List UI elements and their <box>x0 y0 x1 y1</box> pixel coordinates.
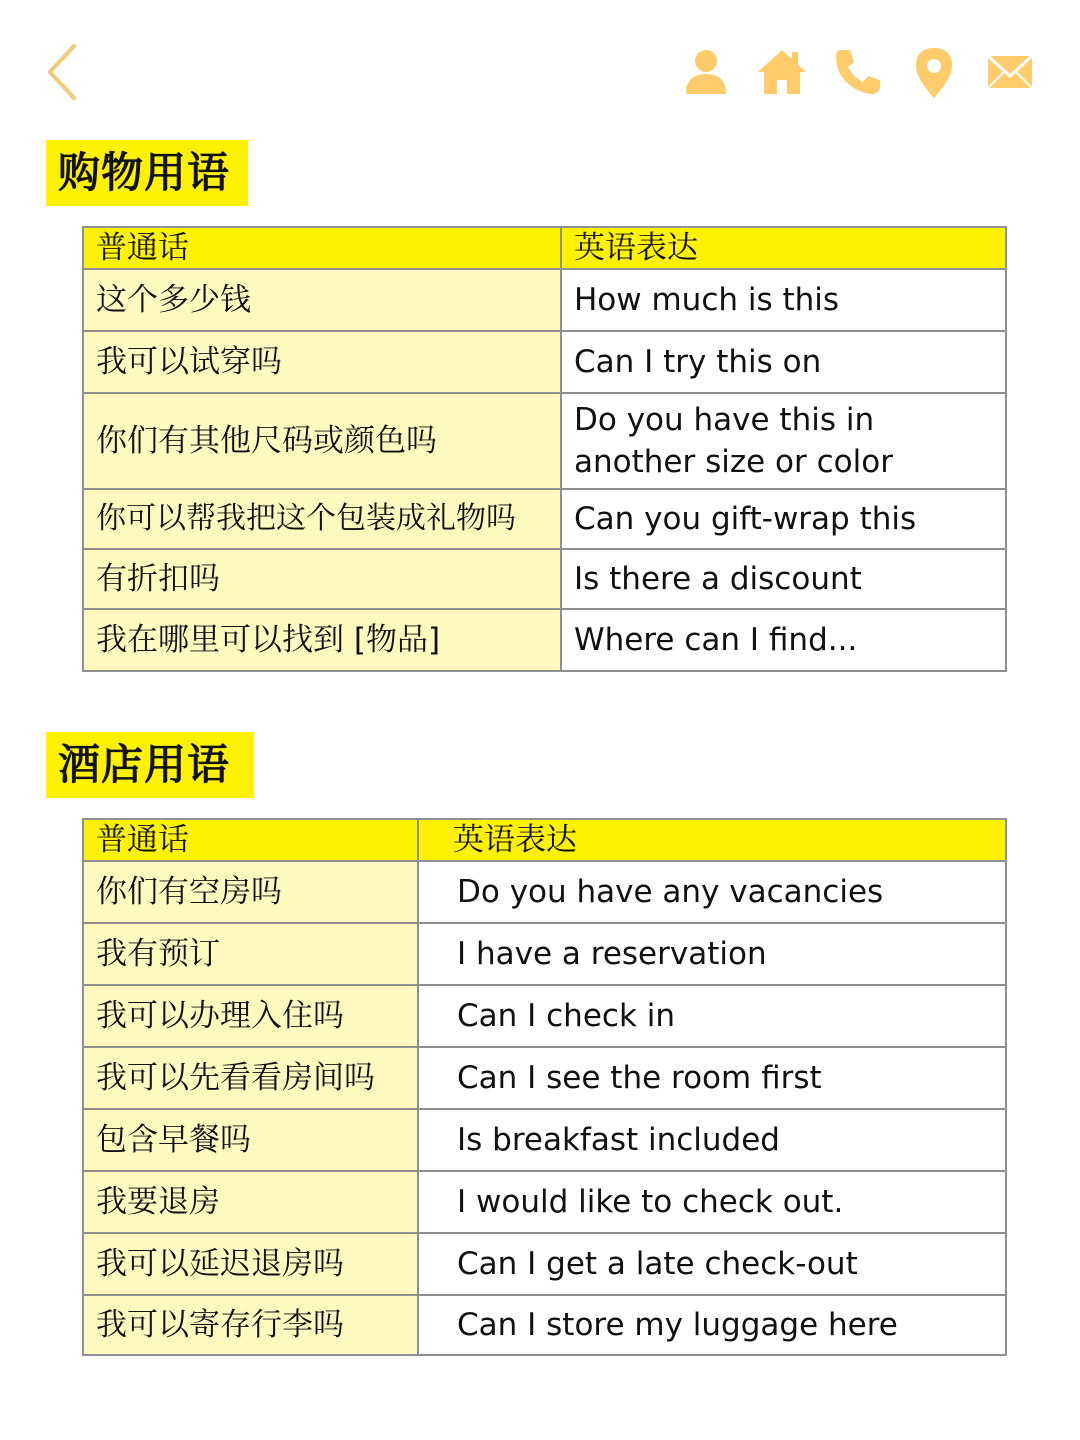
english-cell: I would like to check out. <box>418 1171 1006 1233</box>
english-cell: Where can I find... <box>561 609 1006 671</box>
mandarin-cell: 我可以办理入住吗 <box>83 985 418 1047</box>
table-row <box>83 609 1006 671</box>
table-header-row <box>83 227 1006 269</box>
section-title-shopping: 购物用语 <box>46 140 248 206</box>
section-title-hotel: 酒店用语 <box>46 732 254 798</box>
english-cell: Can you gift-wrap this <box>561 489 1006 549</box>
table-row <box>83 269 1006 331</box>
english-cell: Is there a discount <box>561 549 1006 609</box>
table-row <box>83 985 1006 1047</box>
english-cell: I have a reservation <box>418 923 1006 985</box>
english-cell: Can I store my luggage here <box>418 1295 1006 1355</box>
table-row <box>83 923 1006 985</box>
mandarin-cell: 包含早餐吗 <box>83 1109 418 1171</box>
table-row <box>83 1047 1006 1109</box>
mandarin-cell: 我可以延迟退房吗 <box>83 1233 418 1295</box>
english-cell: Can I get a late check-out <box>418 1233 1006 1295</box>
table-row <box>83 331 1006 393</box>
home-icon[interactable] <box>756 46 808 98</box>
header-english: 英语表达 <box>418 819 1006 861</box>
location-pin-icon[interactable] <box>908 46 960 98</box>
person-icon[interactable] <box>680 46 732 98</box>
english-cell: How much is this <box>561 269 1006 331</box>
mandarin-cell: 你们有空房吗 <box>83 861 418 923</box>
chevron-left-icon <box>44 42 84 102</box>
header-mandarin: 普通话 <box>83 819 418 861</box>
english-cell: Do you have any vacancies <box>418 861 1006 923</box>
top-nav-icons <box>680 46 1040 102</box>
mandarin-cell: 我可以试穿吗 <box>83 331 561 393</box>
english-cell: Can I try this on <box>561 331 1006 393</box>
mandarin-cell: 我可以寄存行李吗 <box>83 1295 418 1355</box>
table-row <box>83 1109 1006 1171</box>
mandarin-cell: 有折扣吗 <box>83 549 561 609</box>
shopping-table <box>82 226 1007 672</box>
mandarin-cell: 你们有其他尺码或颜色吗 <box>83 393 561 489</box>
header-english: 英语表达 <box>561 227 1006 269</box>
phone-icon[interactable] <box>832 46 884 98</box>
english-cell: Is breakfast included <box>418 1109 1006 1171</box>
mandarin-cell: 我可以先看看房间吗 <box>83 1047 418 1109</box>
table-row <box>83 1295 1006 1355</box>
english-cell: Do you have this in another size or color <box>561 393 1006 489</box>
table-row <box>83 393 1006 489</box>
header-mandarin: 普通话 <box>83 227 561 269</box>
back-button[interactable] <box>44 42 84 102</box>
mandarin-cell: 我在哪里可以找到 [物品] <box>83 609 561 671</box>
table-row <box>83 861 1006 923</box>
table-row <box>83 549 1006 609</box>
english-cell: Can I see the room first <box>418 1047 1006 1109</box>
mandarin-cell: 我要退房 <box>83 1171 418 1233</box>
english-cell: Can I check in <box>418 985 1006 1047</box>
mandarin-cell: 你可以帮我把这个包装成礼物吗 <box>83 489 561 549</box>
mandarin-cell: 我有预订 <box>83 923 418 985</box>
table-row <box>83 1171 1006 1233</box>
hotel-table <box>82 818 1007 1356</box>
table-header-row <box>83 819 1006 861</box>
mail-icon[interactable] <box>984 46 1036 98</box>
table-row <box>83 1233 1006 1295</box>
table-row <box>83 489 1006 549</box>
mandarin-cell: 这个多少钱 <box>83 269 561 331</box>
